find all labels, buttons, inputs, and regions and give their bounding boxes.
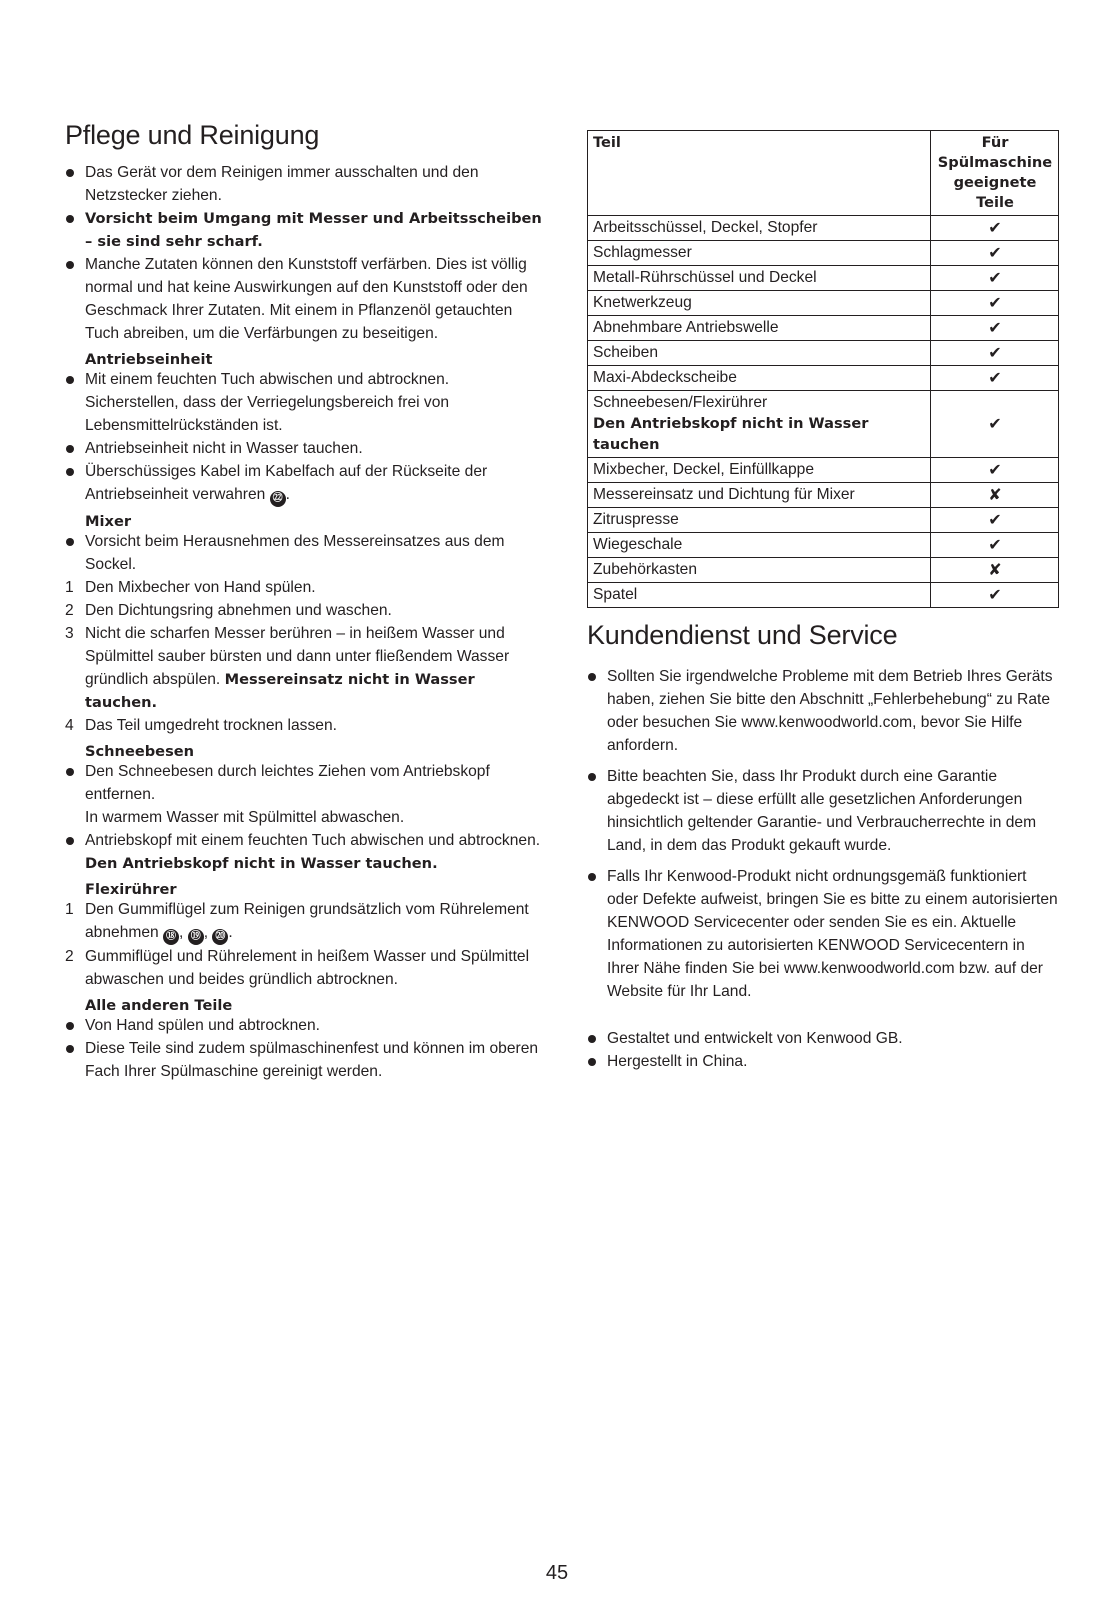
table-row: Messereinsatz und Dichtung für Mixer ✘ [588, 483, 1059, 508]
table-row: Spatel ✔ [588, 583, 1059, 608]
list-item: Hergestellt in China. [607, 1053, 748, 1070]
flexi-heading: Flexirührer [85, 881, 177, 898]
drive-heading: Antriebseinheit [85, 351, 213, 368]
circled-number-22: ㉒ [270, 491, 286, 507]
list-item: Den Schneebesen durch leichtes Ziehen vom Antriebskopf entfernen. In warmem Wasser mit Spülmittel abwaschen. [85, 763, 490, 826]
table-row: Mixbecher, Deckel, Einfüllkappe ✔ [588, 458, 1059, 483]
list-item: Sollten Sie irgendwelche Probleme mit dem Betrieb Ihres Geräts haben, ziehen Sie bitte den Abschnitt „Fehlerbehebung“ zu Rate oder besuchen Sie www.kenwoodworld.com, bevor Sie Hilfe anfordern. [607, 668, 1053, 754]
table-header-dishwasher: Für Spülmaschine geeignete Teile [931, 131, 1059, 216]
table-row: Schlagmesser ✔ [588, 241, 1059, 266]
care-title: Pflege und Reinigung [65, 120, 320, 150]
table-header-part: Teil [588, 131, 931, 216]
table-row: Knetwerkzeug ✔ [588, 291, 1059, 316]
other-heading: Alle anderen Teile [85, 997, 233, 1014]
right-column [587, 130, 1061, 1073]
circled-number-18: ⑱ [163, 929, 179, 945]
cross-icon: ✘ [931, 558, 1059, 583]
check-icon: ✔ [931, 266, 1059, 291]
table-row: Schneebesen/Flexirührer Den Antriebskopf nicht in Wasser tauchen ✔ [588, 391, 1059, 458]
check-icon: ✔ [931, 316, 1059, 341]
list-item: 1 Den Gummiflügel zum Reinigen grundsätzlich vom Rührelement abnehmen ⑱ , ⑲ , ⑳ . [65, 898, 545, 945]
table-row: Zitruspresse ✔ [588, 508, 1059, 533]
circled-number-19: ⑲ [188, 929, 204, 945]
table-row: Metall-Rührschüssel und Deckel ✔ [588, 266, 1059, 291]
whisk-heading: Schneebesen [85, 743, 195, 760]
check-icon: ✔ [931, 391, 1059, 458]
service-title: Kundendienst und Service [587, 620, 898, 650]
circled-number-20: ⑳ [212, 929, 228, 945]
list-item: 4 Das Teil umgedreht trocknen lassen. [65, 717, 337, 734]
table-row: Zubehörkasten ✘ [588, 558, 1059, 583]
list-item: Von Hand spülen und abtrocknen. [85, 1017, 320, 1034]
list-item: Falls Ihr Kenwood-Produkt nicht ordnungsgemäß funktioniert oder Defekte aufweist, bringen Sie es bitte zu einem autorisierten KENWOOD Servicecenter oder senden Sie es ein. Aktuelle Informationen zu autorisierten KENWOOD Servicecentern in Ihrer Nähe finden Sie bei www.kenwoodworld.com bzw. auf der Website für Ihr Land. [607, 868, 1058, 1000]
page-number: 45 [545, 1562, 569, 1584]
table-row: Scheiben ✔ [588, 341, 1059, 366]
list-item: Überschüssiges Kabel im Kabelfach auf der Rückseite der Antriebseinheit verwahren ㉒ . [65, 460, 545, 507]
check-icon: ✔ [931, 583, 1059, 608]
list-item: 2 Den Dichtungsring abnehmen und waschen. [65, 602, 392, 619]
service-section [587, 620, 1061, 1073]
check-icon: ✔ [931, 508, 1059, 533]
list-item: Mit einem feuchten Tuch abwischen und abtrocknen. Sicherstellen, dass der Verriegelungsbereich frei von Lebensmittelrückständen ist. [85, 371, 450, 434]
cross-icon: ✘ [931, 483, 1059, 508]
list-item: Vorsicht beim Umgang mit Messer und Arbeitsscheiben – sie sind sehr scharf. [85, 210, 542, 250]
mixer-heading: Mixer [85, 513, 132, 530]
list-item: Gestaltet und entwickelt von Kenwood GB. [607, 1030, 903, 1047]
check-icon: ✔ [931, 458, 1059, 483]
dishwasher-table [587, 130, 1059, 608]
table-row: Maxi-Abdeckscheibe ✔ [588, 366, 1059, 391]
list-item: Manche Zutaten können den Kunststoff verfärben. Dies ist völlig normal und hat keine Auswirkungen auf den Kunststoff oder den Geschmack Ihrer Zutaten. Mit einem in Pflanzenöl getauchten Tuch abreiben, um die Verfärbungen zu beseitigen. [85, 256, 528, 342]
check-icon: ✔ [931, 533, 1059, 558]
table-row: Wiegeschale ✔ [588, 533, 1059, 558]
list-item: Das Gerät vor dem Reinigen immer ausschalten und den Netzstecker ziehen. [85, 164, 479, 204]
check-icon: ✔ [931, 216, 1059, 241]
check-icon: ✔ [931, 366, 1059, 391]
table-row: Abnehmbare Antriebswelle ✔ [588, 316, 1059, 341]
list-item: 3 Nicht die scharfen Messer berühren – in heißem Wasser und Spülmittel sauber bürsten und dann unter fließendem Wasser gründlich abspülen. Messereinsatz nicht in Wasser tauchen. [65, 625, 510, 711]
table-header-row [588, 131, 1059, 216]
list-item: Bitte beachten Sie, dass Ihr Produkt durch eine Garantie abgedeckt ist – diese erfüllt alle gesetzlichen Anforderungen hinsichtlich geltender Garantie- und Verbraucherrechte in dem Land, in dem das Produkt gekauft wurde. [607, 768, 1037, 854]
list-item: Diese Teile sind zudem spülmaschinenfest und können im oberen Fach Ihrer Spülmaschine gereinigt werden. [85, 1040, 539, 1080]
list-item: Antriebseinheit nicht in Wasser tauchen. [85, 440, 363, 457]
check-icon: ✔ [931, 291, 1059, 316]
check-icon: ✔ [931, 241, 1059, 266]
list-item: 1 Den Mixbecher von Hand spülen. [65, 579, 316, 596]
list-item: Vorsicht beim Herausnehmen des Messereinsatzes aus dem Sockel. [85, 533, 505, 573]
list-item: Antriebskopf mit einem feuchten Tuch abwischen und abtrocknen. Den Antriebskopf nicht in Wasser tauchen. [85, 832, 541, 872]
table-row: Arbeitsschüssel, Deckel, Stopfer ✔ [588, 216, 1059, 241]
list-item: 2 Gummiflügel und Rührelement in heißem Wasser und Spülmittel abwaschen und beides gründlich abtrocknen. [65, 948, 530, 988]
care-section [65, 120, 545, 1083]
check-icon: ✔ [931, 341, 1059, 366]
